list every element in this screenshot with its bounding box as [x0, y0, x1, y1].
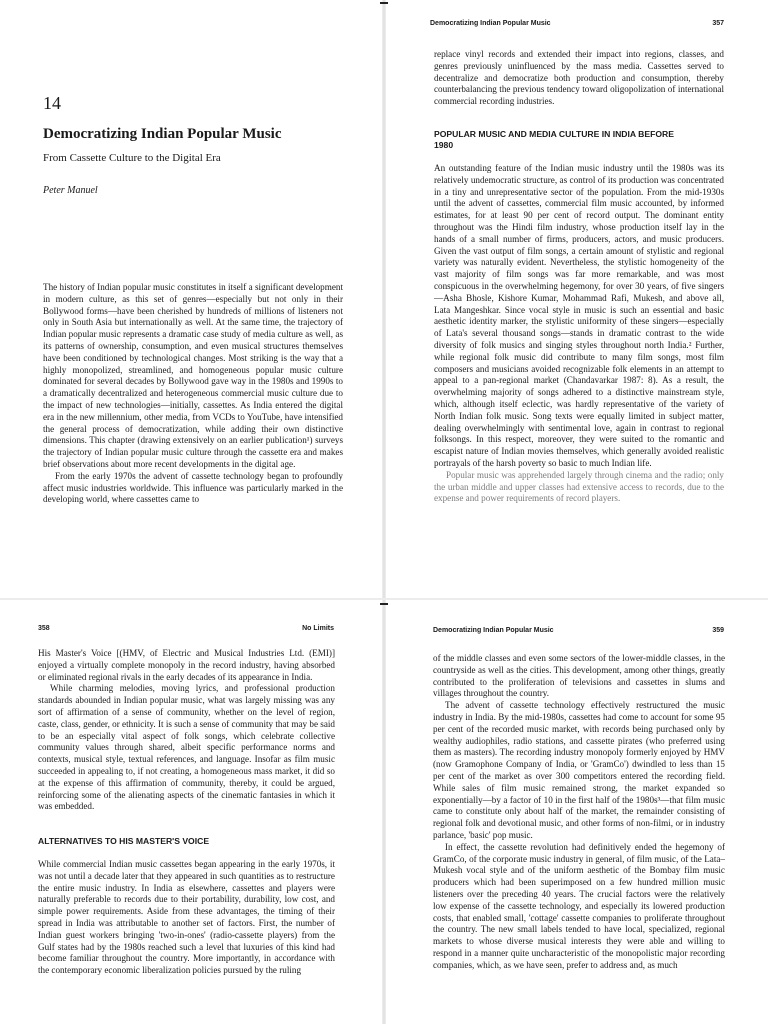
running-header-title: No Limits: [302, 625, 334, 632]
body-paragraph: An outstanding feature of the Indian music industry until the 1980s was its relatively undemocratic structure, as control of its production was concentrated in a tiny and unrepresentative sector of the population. From the mid-1930s until the advent of cassettes, commercial film music accounted, by informed estimates, for at least 90 per cent of record output. The dominant entity throughout was the Hindi film industry, whose production itself lay in the hands of a small number of firms, producers, actors, and music producers. Given the vast output of film songs, a certain amount of stylistic and regional variety was naturally evident. Nevertheless, the stylistic homogeneity of the vast majority of film songs was far more remarkable, and was most conspicuous in the overwhelming hegemony, for over 30 years, of five singers—Asha Bhosle, Kishore Kumar, Mohammad Rafi, Mukesh, and above all, Lata Mangeshkar. Since vocal style in music is such an essential and basic aesthetic identity marker, the stylistic uniformity of these singers—especially of Lata's several thousand songs—stands in dramatic contrast to the wide diversity of folk musics and singing styles throughout north India.² Further, while regional folk music did contribute to many film songs, most film composers and musicians avoided recognizable folk elements in an attempt to appeal to a pan-regional market (Chandavarkar 1987: 8). As a result, the overwhelming majority of songs adhered to a distinctive mainstream style, which, although itself eclectic, was hardly representative of the variety of North Indian folk music. Song texts were equally limited in subject matter, dealing overwhelmingly with sentimental love, again in contrast to regional folksongs. In this respect, moreover, they were suited to the romantic and escapist nature of Indian movies themselves, which generally avoided realistic portrayals of the harsh poverty so basic to much Indian life.: [434, 163, 724, 468]
body-paragraph: While charming melodies, moving lyrics, and professional production standards abounded in Indian popular music, what was largely missing was any sort of affirmation of a sense of community, whether on the level of region, caste, class, gender, or ethnicity. It is such a sense of community that may be said to be an especially vital aspect of folk songs, which celebrate collective community values through shared, albeit specific performance norms and contexts, musical style, textual references, and language. Insofar as film music succeeded in appealing to, if not creating, a homogeneous mass market, it did so at the expense of this affirmation of community, thereby, it could be argued, reinforcing some of the alienating aspects of the cinematic fantasies in which it was embedded.: [38, 683, 335, 812]
page-355-chapter-opening: [0, 0, 384, 600]
page2-intro: [434, 49, 724, 108]
page3-body: [38, 648, 335, 813]
chapter-title: Democratizing Indian Popular Music: [43, 126, 282, 142]
body-paragraph: The history of Indian popular music constitutes in itself a significant development in modern culture, as this set of genres—especially but not only in their Bollywood forms—have been cherished by hundreds of millions of listeners not only in South Asia but internationally as well. At the same time, the trajectory of Indian popular music represents a dramatic case study of media culture as well, as its patterns of ownership, consumption, and even musical structures themselves have been conditioned by technological changes. Most striking is the way that a highly monopolized, streamlined, and homogeneous popular music culture dominated for several decades by Bollywood gave way in the 1980s and 1990s to a dramatically decentralized and heterogeneous commercial music culture due to the impact of new technologies—initially, cassettes. As India entered the digital era in the new millennium, other media, from VCDs to YouTube, have intensified the general process of democratization, while adding their own distinctive dimensions. This chapter (drawing extensively on an earlier publication¹) surveys the trajectory of Indian popular music culture through the cassette era and makes brief observations about more recent developments in the digital age.: [43, 282, 343, 469]
body-paragraph: of the middle classes and even some sectors of the lower-middle classes, in the countryside as well as the cities. This development, among other things, greatly contributed to the proliferation of televisions and cassettes in slums and villages throughout the country.: [433, 653, 725, 699]
page-359: [384, 600, 768, 1024]
body-paragraph: His Master's Voice [(HMV, of Electric and Musical Industries Ltd. (EMI)] enjoyed a virtually complete monopoly in the record industry, having absorbed or eliminated regional rivals in the early decades of its appearance in India.: [38, 648, 335, 682]
section-heading: POPULAR MUSIC AND MEDIA CULTURE IN INDIA BEFORE 1980: [434, 129, 674, 150]
body-paragraph: replace vinyl records and extended their impact into regions, classes, and genres previously uninfluenced by the mass media. Cassettes served to decentralize and democratize both production and consumption, thereby counterbalancing the previous tendency toward oligopolization of international commercial recording industries.: [434, 49, 724, 107]
body-paragraph: The advent of cassette technology effectively restructured the music industry in India. By the mid-1980s, cassettes had come to account for some 95 per cent of the recorded music market, with records being purchased only by wealthy audiophiles, radio stations, and cassette pirates (who preferred using them as masters). The recording industry monopoly formerly enjoyed by HMV (now Gramophone Company of India, or 'GramCo') dwindled to less than 15 per cent of the market as over 300 competitors entered the recording field. While sales of film music remained strong, the market expanded so exponentially—by a factor of 10 in the first half of the 1980s³—that film music came to constitute only about half of the market, the remainder consisting of regional folk and devotional music, and other forms of non-filmi, or in industry parlance, 'basic' pop music.: [433, 700, 725, 840]
running-header: [430, 20, 724, 27]
page1-body: [43, 282, 343, 506]
running-header-title: Democratizing Indian Popular Music: [430, 20, 551, 27]
section-heading: ALTERNATIVES TO HIS MASTER'S VOICE: [38, 836, 210, 846]
page-number: 358: [38, 625, 50, 632]
page-358: [0, 600, 384, 1024]
body-paragraph: From the early 1970s the advent of cassette technology began to profoundly affect music industries worldwide. This influence was particularly marked in the developing world, where cassettes came to: [43, 470, 343, 505]
running-header: [433, 627, 724, 634]
page4-body: [433, 653, 725, 972]
chapter-number: 14: [43, 93, 61, 113]
running-header: [38, 625, 334, 632]
body-paragraph: In effect, the cassette revolution had definitively ended the hegemony of GramCo, of the corporate music industry in general, of film music, of the Lata–Mukesh vocal style and of the uniform aesthetic of the Bombay film music producers which had been superimposed on a few hundred million music listeners over the preceding 40 years. The crucial factors were the relatively low expense of the cassette technology, and especially its lowered production costs, that enabled small, 'cottage' cassette companies to proliferate throughout the country. The new small labels tended to have local, specialized, regional markets to whose diverse musical interests they were able and willing to respond in a manner quite uncharacteristic of the monopolistic major recording companies, which, as we have seen, prefer to address and, as much: [433, 841, 725, 970]
page-number: 357: [712, 20, 724, 27]
page3-section-body: [38, 859, 335, 977]
running-header-title: Democratizing Indian Popular Music: [433, 627, 554, 634]
chapter-subtitle: From Cassette Culture to the Digital Era: [43, 152, 221, 164]
page-357: [384, 0, 768, 600]
page-number: 359: [712, 627, 724, 634]
body-paragraph: Popular music was apprehended largely through cinema and the radio; only the urban middle and upper classes had extensive access to records, due to the expense and power requirements of record players.: [434, 469, 724, 504]
body-paragraph: While commercial Indian music cassettes began appearing in the early 1970s, it was not until a decade later that they appeared in such quantities as to restructure the entire music industry. In India as elsewhere, cassettes and players were naturally preferable to records due to their portability, durability, low cost, and simple power requirements. Aside from these advantages, the timing of their spread in India was attributable to another set of factors. First, the number of Indian guest workers bringing 'two-in-ones' (radio-cassette players) from the Gulf states had by the 1980s reached such a level that luxuries of this kind had become familiar throughout the country. More importantly, in accordance with the contemporary economic liberalization policies pursued by the ruling: [38, 859, 335, 976]
chapter-author: Peter Manuel: [43, 185, 98, 196]
page2-body: [434, 163, 724, 505]
